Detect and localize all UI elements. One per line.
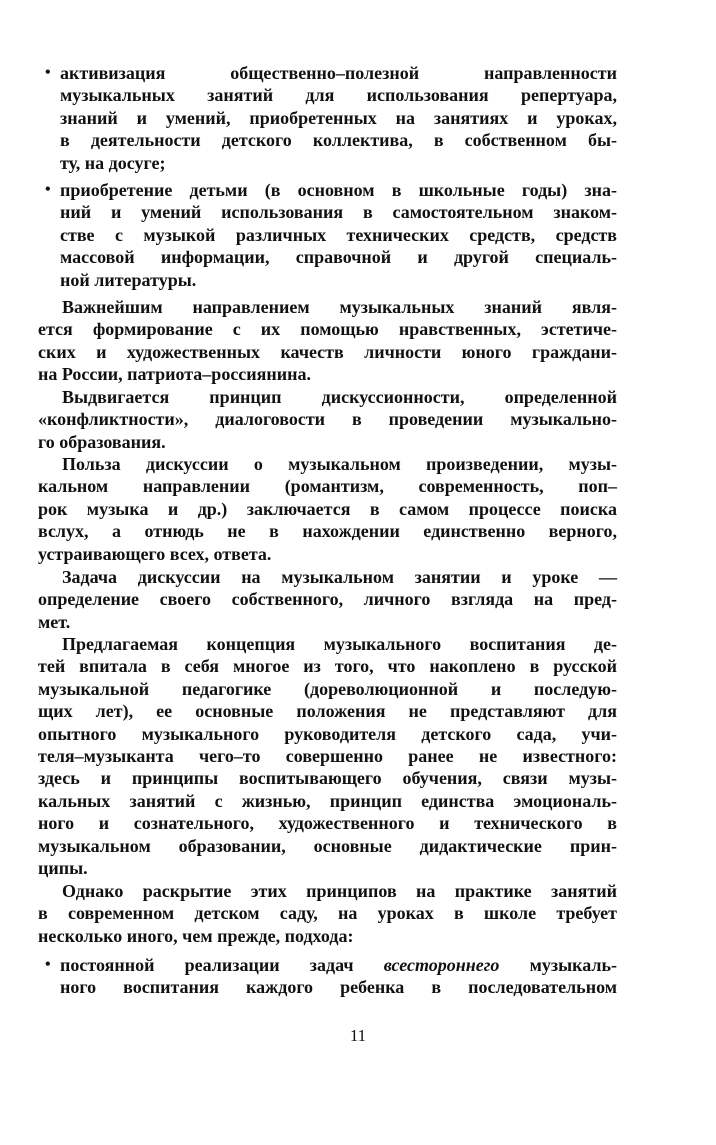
text-line: ских и художественных качеств личности юного граждани- bbox=[38, 341, 617, 362]
text-line: Предлагаемая концепция музыкального воспитания де- bbox=[62, 634, 617, 654]
text-line: рок музыка и др.) заключается в самом процессе поиска bbox=[38, 498, 617, 519]
text-line: музыкальном образовании, основные дидактические прин- bbox=[38, 835, 617, 856]
bullet-icon: • bbox=[45, 64, 51, 81]
text-line: Польза дискуссии о музыкальном произведении, музы- bbox=[62, 454, 617, 474]
text-line: мет. bbox=[38, 611, 71, 632]
paragraph bbox=[38, 566, 617, 633]
text-line: на России, патриота–россиянина. bbox=[38, 364, 312, 385]
bullet-item bbox=[45, 62, 617, 174]
text-line: «конфликтности», диалоговости в проведении музыкально- bbox=[38, 409, 617, 430]
text-line: Однако раскрытие этих принципов на практике занятий bbox=[62, 881, 617, 901]
paragraph bbox=[38, 880, 617, 947]
text-segment: музыкаль- bbox=[499, 955, 618, 975]
text-line: устраивающего всех, ответа. bbox=[38, 543, 272, 564]
text-line: ной литературы. bbox=[60, 269, 197, 290]
text-line: здесь и принципы воспитывающего обучения, связи музы- bbox=[38, 768, 617, 789]
text-line: ного и сознательного, художественного и технического в bbox=[38, 813, 617, 834]
text-line: ется формирование с их помощью нравственных, эстетиче- bbox=[38, 319, 617, 340]
text-line: массовой информации, справочной и другой специаль- bbox=[60, 247, 617, 268]
text-line: ципы. bbox=[38, 857, 88, 878]
text-line: музыкальных занятий для использования репертуара, bbox=[60, 85, 617, 106]
text-line: ного воспитания каждого ребенка в последовательном bbox=[60, 977, 617, 998]
text-line: тей впитала в себя многое из того, что накоплено в русской bbox=[38, 656, 617, 677]
text-line: в деятельности детского коллектива, в собственном бы- bbox=[60, 130, 617, 151]
text-line: музыкальной педагогике (дореволюционной и последую- bbox=[38, 678, 617, 699]
text-line: ту, на досуге; bbox=[60, 152, 166, 173]
text-line: знаний и умений, приобретенных на занятиях и уроках, bbox=[60, 107, 617, 128]
text-segment: постоянной реализации задач bbox=[60, 955, 384, 975]
text-line: приобретение детьми (в основном в школьные годы) зна- bbox=[60, 180, 617, 200]
text-line: Задача дискуссии на музыкальном занятии и уроке — bbox=[62, 567, 617, 587]
page-number: 11 bbox=[349, 1026, 367, 1045]
text-line: несколько иного, чем прежде, подхода: bbox=[38, 925, 354, 946]
text-line: щих лет), ее основные положения не представляют для bbox=[38, 701, 617, 722]
text-line: Важнейшим направлением музыкальных знаний явля- bbox=[62, 297, 617, 317]
text-line: вслух, а отнюдь не в нахождении единственно верного, bbox=[38, 521, 617, 542]
text-line: Выдвигается принцип дискуссионности, определенной bbox=[62, 387, 617, 407]
text-line: кальных занятий с жизнью, принцип единства эмоциональ- bbox=[38, 790, 617, 811]
text-line: теля–музыканта чего–то совершенно ранее не известного: bbox=[38, 745, 617, 766]
text-line bbox=[60, 954, 617, 976]
paragraph bbox=[38, 453, 617, 565]
text-line: го образования. bbox=[38, 431, 166, 452]
text-line: ний и умений использования в самостоятельном знаком- bbox=[60, 202, 617, 223]
bullet-icon: • bbox=[45, 181, 51, 198]
paragraph bbox=[38, 386, 617, 453]
text-line: определение своего собственного, личного взгляда на пред- bbox=[38, 589, 617, 610]
text-line: активизация общественно–полезной направленности bbox=[60, 63, 617, 83]
paragraph bbox=[38, 296, 617, 386]
text-line: опытного музыкального руководителя детского сада, учи- bbox=[38, 723, 617, 744]
bullet-item bbox=[45, 954, 618, 999]
bullet-item bbox=[45, 179, 617, 291]
emphasized-word: всестороннего bbox=[383, 955, 500, 975]
text-line: в современном детском саду, на уроках в школе требует bbox=[38, 903, 617, 924]
text-line: кальном направлении (романтизм, современность, поп– bbox=[38, 476, 617, 497]
bullet-icon: • bbox=[45, 956, 51, 973]
text-line: стве с музыкой различных технических средств, средств bbox=[60, 224, 617, 245]
paragraph bbox=[38, 633, 617, 879]
